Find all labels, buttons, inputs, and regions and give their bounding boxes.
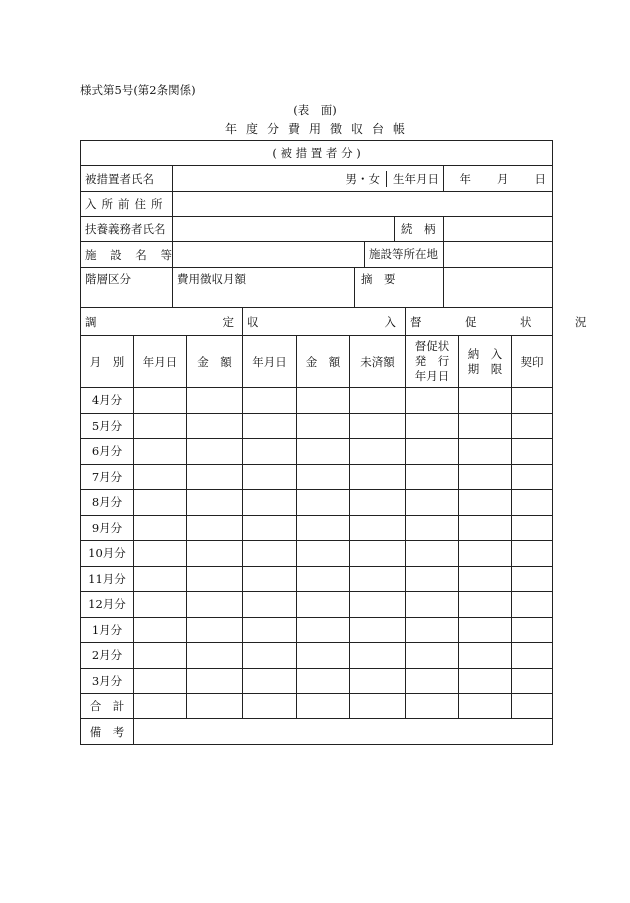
sex-field[interactable] — [173, 166, 444, 192]
ledger-cell[interactable] — [243, 439, 297, 465]
ledger-cell[interactable] — [297, 464, 350, 490]
ledger-cell[interactable] — [459, 617, 512, 643]
label-facility-address: 施設等所在地 — [364, 242, 443, 267]
ledger-cell[interactable] — [512, 566, 553, 592]
ledger-cell[interactable] — [512, 388, 553, 414]
month-label: 11月分 — [81, 566, 134, 592]
ledger-cell[interactable] — [297, 617, 350, 643]
dob-year: 年 — [459, 171, 472, 186]
ledger-cell[interactable] — [406, 515, 459, 541]
ledger-cell[interactable] — [350, 515, 406, 541]
label-dob: 生年月日 — [386, 171, 443, 187]
ledger-cell[interactable] — [350, 643, 406, 669]
dob-field[interactable] — [444, 166, 553, 192]
ledger-cell[interactable] — [512, 592, 553, 618]
ledger-cell[interactable] — [297, 643, 350, 669]
ledger-cell[interactable] — [297, 413, 350, 439]
label-facility: 施 設 名 等 — [81, 242, 173, 268]
group-assessment: 調 定 — [81, 308, 243, 336]
col-assess-amount: 金 額 — [187, 336, 243, 388]
col-reminder-date-line: 発 行 — [414, 354, 450, 368]
ledger-cell[interactable] — [406, 490, 459, 516]
page-title: 年度分費用徴収台帳 — [224, 122, 414, 136]
month-label: 10月分 — [81, 541, 134, 567]
total-cell[interactable] — [243, 694, 297, 719]
ledger-cell[interactable] — [406, 592, 459, 618]
ledger-cell[interactable] — [134, 515, 187, 541]
col-income-date: 年月日 — [243, 336, 297, 388]
ledger-cell[interactable] — [512, 617, 553, 643]
ledger-cell[interactable] — [243, 592, 297, 618]
total-label: 合 計 — [81, 694, 134, 719]
table-row — [81, 439, 553, 465]
table-row — [81, 388, 553, 414]
dob-month: 月 — [497, 171, 509, 186]
ledger-cell[interactable] — [187, 515, 243, 541]
ledger-cell[interactable] — [297, 515, 350, 541]
ledger-cell[interactable] — [406, 464, 459, 490]
ledger-cell[interactable] — [243, 541, 297, 567]
ledger-cell[interactable] — [187, 388, 243, 414]
table-row — [81, 566, 553, 592]
ledger-cell[interactable] — [459, 541, 512, 567]
month-rows — [81, 388, 553, 694]
ledger-cell[interactable] — [459, 592, 512, 618]
section-header-person: ( 被 措 置 者 分 ) — [81, 141, 553, 166]
group-income: 収 入 — [243, 308, 406, 336]
ledger-cell[interactable] — [297, 439, 350, 465]
ledger-cell[interactable] — [134, 643, 187, 669]
monthly-fee-field[interactable] — [173, 268, 444, 308]
ledger-cell[interactable] — [243, 643, 297, 669]
label-address: 入所前住所 — [81, 192, 173, 217]
col-due — [459, 336, 512, 388]
facility-field[interactable] — [173, 242, 444, 268]
ledger-cell[interactable] — [512, 439, 553, 465]
ledger-cell[interactable] — [459, 490, 512, 516]
ledger-cell[interactable] — [459, 668, 512, 694]
ledger-cell[interactable] — [243, 464, 297, 490]
group-reminder: 督 促 状 況 — [406, 308, 553, 336]
ledger-cell[interactable] — [459, 643, 512, 669]
ledger-cell[interactable] — [512, 515, 553, 541]
ledger-cell[interactable] — [406, 617, 459, 643]
ledger-cell[interactable] — [350, 490, 406, 516]
ledger-cell[interactable] — [406, 541, 459, 567]
col-income-amount: 金 額 — [297, 336, 350, 388]
ledger-cell[interactable] — [512, 643, 553, 669]
ledger-cell[interactable] — [134, 668, 187, 694]
total-cell[interactable] — [187, 694, 243, 719]
table-row — [81, 490, 553, 516]
ledger-cell[interactable] — [297, 668, 350, 694]
ledger-cell[interactable] — [187, 439, 243, 465]
table-row — [81, 464, 553, 490]
notes-label: 備 考 — [81, 719, 134, 745]
ledger-cell[interactable] — [350, 413, 406, 439]
person-info-table — [80, 140, 553, 308]
label-name: 被措置者氏名 — [81, 166, 173, 192]
month-label: 4月分 — [81, 388, 134, 414]
col-due-line: 期 限 — [467, 361, 503, 376]
form-number: 様式第5号(第2条関係) — [80, 83, 196, 97]
ledger-table — [80, 307, 603, 745]
ledger-cell[interactable] — [512, 541, 553, 567]
ledger-cell[interactable] — [512, 413, 553, 439]
notes-field[interactable] — [134, 719, 553, 745]
ledger-cell[interactable] — [187, 413, 243, 439]
ledger-cell[interactable] — [459, 388, 512, 414]
ledger-cell[interactable] — [187, 592, 243, 618]
label-guardian: 扶養義務者氏名 — [81, 217, 173, 242]
ledger-cell[interactable] — [350, 668, 406, 694]
remarks-field[interactable] — [444, 268, 553, 308]
ledger-cell[interactable] — [406, 566, 459, 592]
label-relation: 続 柄 — [394, 217, 443, 241]
month-label: 1月分 — [81, 617, 134, 643]
ledger-cell[interactable] — [243, 617, 297, 643]
ledger-cell[interactable] — [459, 413, 512, 439]
table-row — [81, 668, 553, 694]
ledger-cell[interactable] — [134, 592, 187, 618]
col-reminder-date — [406, 336, 459, 388]
month-label: 2月分 — [81, 643, 134, 669]
ledger-cell[interactable] — [406, 388, 459, 414]
relation-field[interactable] — [444, 217, 553, 242]
month-label: 8月分 — [81, 490, 134, 516]
ledger-cell[interactable] — [187, 490, 243, 516]
ledger-cell[interactable] — [459, 515, 512, 541]
month-label: 12月分 — [81, 592, 134, 618]
ledger-cell[interactable] — [134, 541, 187, 567]
ledger-cell[interactable] — [459, 439, 512, 465]
ledger-cell[interactable] — [512, 668, 553, 694]
col-reminder-date-line: 年月日 — [414, 369, 450, 383]
ledger-cell[interactable] — [243, 515, 297, 541]
label-monthly-fee: 費用徴収月額 — [177, 272, 246, 286]
col-reminder-date-line: 督促状 — [414, 339, 450, 353]
ledger-cell[interactable] — [187, 617, 243, 643]
total-cell[interactable] — [134, 694, 187, 719]
ledger-cell[interactable] — [512, 464, 553, 490]
ledger-cell[interactable] — [350, 592, 406, 618]
ledger-cell[interactable] — [350, 388, 406, 414]
ledger-cell[interactable] — [350, 439, 406, 465]
ledger-cell[interactable] — [187, 541, 243, 567]
facility-address-field[interactable] — [444, 242, 553, 268]
table-row — [81, 592, 553, 618]
ledger-cell[interactable] — [187, 464, 243, 490]
month-label: 9月分 — [81, 515, 134, 541]
table-row — [81, 515, 553, 541]
ledger-cell[interactable] — [187, 566, 243, 592]
month-label: 3月分 — [81, 668, 134, 694]
label-remarks: 摘 要 — [354, 268, 443, 307]
address-field[interactable] — [173, 192, 553, 217]
ledger-cell[interactable] — [243, 490, 297, 516]
table-row — [81, 617, 553, 643]
guardian-field[interactable] — [173, 217, 444, 242]
ledger-cell[interactable] — [187, 668, 243, 694]
ledger-cell[interactable] — [243, 668, 297, 694]
total-cell[interactable] — [406, 694, 459, 719]
ledger-cell[interactable] — [406, 643, 459, 669]
col-due-line: 納 入 — [467, 346, 503, 361]
ledger-cell[interactable] — [134, 413, 187, 439]
ledger-cell[interactable] — [243, 388, 297, 414]
ledger-cell[interactable] — [243, 413, 297, 439]
ledger-cell[interactable] — [134, 388, 187, 414]
ledger-cell[interactable] — [297, 541, 350, 567]
ledger-cell[interactable] — [134, 566, 187, 592]
total-cell[interactable] — [459, 694, 512, 719]
ledger-cell[interactable] — [459, 566, 512, 592]
ledger-cell[interactable] — [459, 464, 512, 490]
ledger-cell[interactable] — [297, 592, 350, 618]
ledger-cell[interactable] — [297, 388, 350, 414]
ledger-cell[interactable] — [297, 566, 350, 592]
ledger-cell[interactable] — [350, 541, 406, 567]
total-cell[interactable] — [350, 694, 406, 719]
total-cell[interactable] — [297, 694, 350, 719]
col-assess-date: 年月日 — [134, 336, 187, 388]
month-label: 6月分 — [81, 439, 134, 465]
month-label: 5月分 — [81, 413, 134, 439]
ledger-cell[interactable] — [350, 464, 406, 490]
total-cell[interactable] — [512, 694, 553, 719]
col-unpaid: 未済額 — [350, 336, 406, 388]
ledger-cell[interactable] — [134, 439, 187, 465]
ledger-cell[interactable] — [512, 490, 553, 516]
ledger-cell[interactable] — [406, 668, 459, 694]
page-face-label: (表 面) — [293, 103, 337, 117]
col-month: 月 別 — [81, 336, 134, 388]
col-seal: 契印 — [512, 336, 553, 388]
ledger-cell[interactable] — [350, 566, 406, 592]
month-label: 7月分 — [81, 464, 134, 490]
sex-options: 男・女 — [345, 171, 380, 186]
ledger-cell[interactable] — [134, 617, 187, 643]
table-row — [81, 541, 553, 567]
ledger-cell[interactable] — [134, 490, 187, 516]
table-row — [81, 413, 553, 439]
ledger-cell[interactable] — [243, 566, 297, 592]
label-tier: 階層区分 — [81, 268, 173, 308]
ledger-cell[interactable] — [134, 464, 187, 490]
ledger-cell[interactable] — [297, 490, 350, 516]
ledger-cell[interactable] — [187, 643, 243, 669]
ledger-cell[interactable] — [350, 617, 406, 643]
table-row — [81, 643, 553, 669]
ledger-cell[interactable] — [406, 413, 459, 439]
ledger-cell[interactable] — [406, 439, 459, 465]
dob-day: 日 — [534, 171, 547, 186]
